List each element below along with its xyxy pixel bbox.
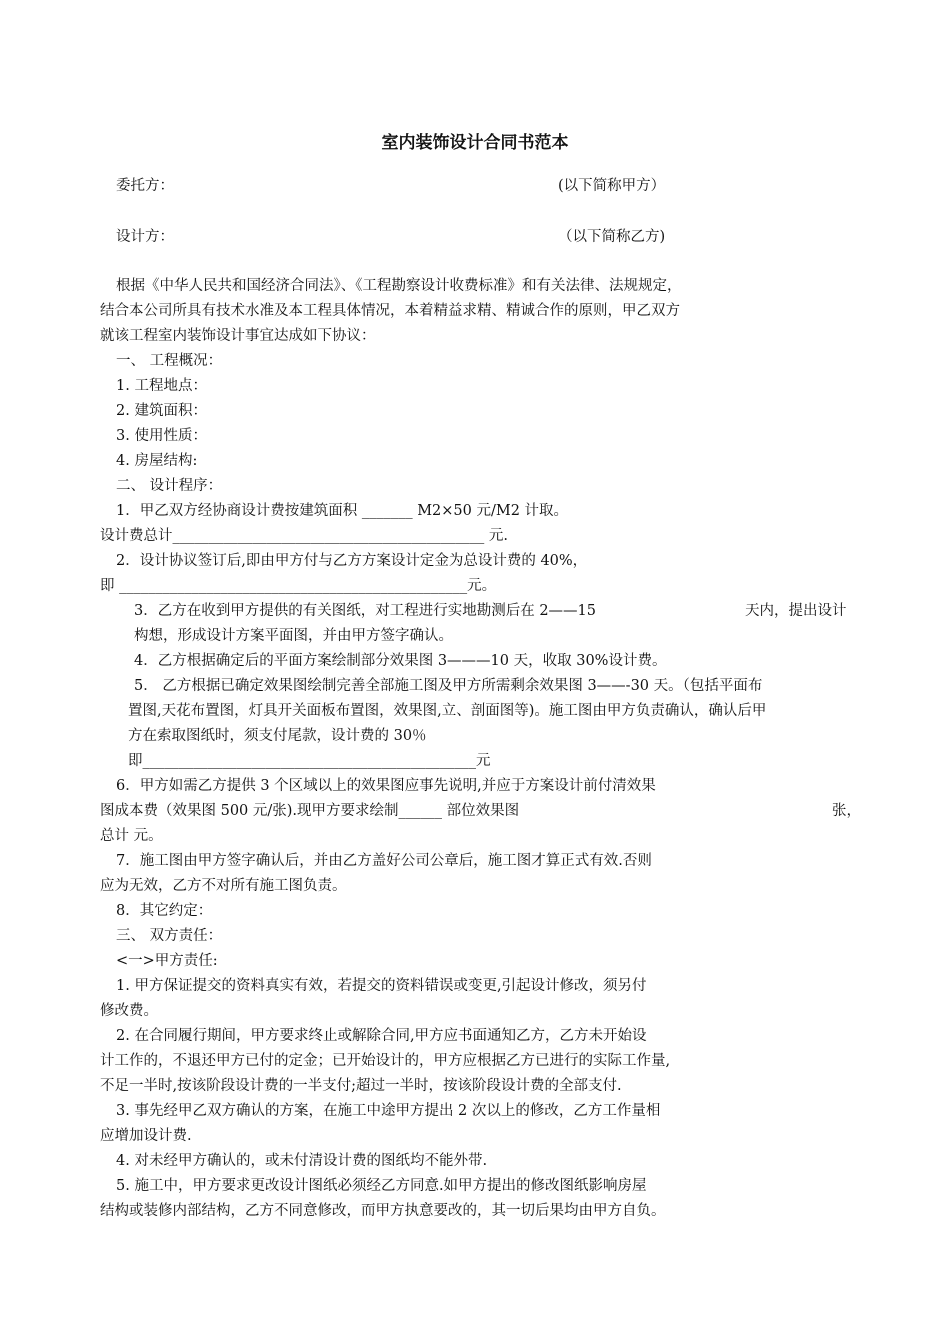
sub-heading: <一>甲方责任: <box>116 953 218 969</box>
clause-line: 应为无效，乙方不对所有施工图负责。 <box>100 878 347 894</box>
clause-line: 3．乙方在收到甲方提供的有关图纸，对工程进行实地勘测后在 2——15 <box>134 603 597 619</box>
list-item: 4. 房屋结构: <box>116 453 198 469</box>
intro-line: 结合本公司所具有技术水准及本工程具体情况，本着精益求精、精诚合作的原则，甲乙双方 <box>100 303 680 319</box>
designer-alias: （以下简称乙方) <box>558 229 666 245</box>
clause-line: 1. 甲方保证提交的资料真实有效，若提交的资料错误或变更,引起设计修改，须另付 <box>116 978 647 994</box>
clause-line: 即______________________________________________元 <box>128 753 491 769</box>
list-item: 2. 建筑面积： <box>116 403 207 419</box>
designer-label: 设计方： <box>116 229 174 245</box>
list-item: 1. 工程地点： <box>116 378 207 394</box>
clause-line: 修改费。 <box>100 1003 158 1019</box>
clause-line: 总计 元。 <box>100 828 163 844</box>
clause-line: 4．乙方根据确定后的平面方案绘制部分效果图 3———10 天，收取 30%设计费。 <box>134 653 667 669</box>
clause-line: 2. 在合同履行期间，甲方要求终止或解除合同,甲方应书面通知乙方，乙方未开始设 <box>116 1028 647 1044</box>
clause-line: 8．其它约定： <box>116 903 213 919</box>
clause-line: 张， <box>832 803 861 819</box>
clause-line: 2．设计协议签订后,即由甲方付与乙方方案设计定金为总设计费的 40%， <box>116 553 588 569</box>
client-label: 委托方： <box>116 178 174 194</box>
section-heading: 一、 工程概况： <box>116 353 223 369</box>
clause-line: 计工作的，不退还甲方已付的定金；已开始设计的，甲方应根据乙方已进行的实际工作量, <box>100 1053 671 1069</box>
clause-line: 方在索取图纸时，须支付尾款，设计费的 30％ <box>128 728 427 744</box>
clause-line: 应增加设计费. <box>100 1128 192 1144</box>
clause-line: 1．甲乙双方经协商设计费按建筑面积 _______ M2×50 元/M2 计取。 <box>116 503 569 519</box>
clause-line: 7．施工图由甲方签字确认后，并由乙方盖好公司公章后，施工图才算正式有效.否则 <box>116 853 652 869</box>
clause-line: 4. 对未经甲方确认的，或未付清设计费的图纸均不能外带. <box>116 1153 488 1169</box>
clause-line: 5. 施工中，甲方要求更改设计图纸必须经乙方同意.如甲方提出的修改图纸影响房屋 <box>116 1178 647 1194</box>
clause-line: 天内，提出设计 <box>745 603 847 619</box>
clause-line: 6．甲方如需乙方提供 3 个区域以上的效果图应事先说明,并应于方案设计前付清效果 <box>116 778 656 794</box>
section-heading: 二、 设计程序： <box>116 478 223 494</box>
section-heading: 三、 双方责任： <box>116 928 223 944</box>
client-alias: (以下简称甲方） <box>558 178 666 194</box>
clause-line: 即 ________________________________________________元。 <box>100 578 497 594</box>
intro-line: 根据《中华人民共和国经济合同法》、《工程勘察设计收费标准》和有关法律、法规规定， <box>116 278 682 294</box>
document-title: 室内装饰设计合同书范本 <box>381 133 569 153</box>
clause-line: 结构或装修内部结构，乙方不同意修改，而甲方执意要改的，其一切后果均由甲方自负。 <box>100 1203 666 1219</box>
clause-line: 构想，形成设计方案平面图，并由甲方签字确认。 <box>134 628 453 644</box>
clause-line: 不足一半时,按该阶段设计费的一半支付;超过一半时，按该阶段设计费的全部支付. <box>100 1078 622 1094</box>
intro-line: 就该工程室内装饰设计事宜达成如下协议： <box>100 328 376 344</box>
clause-line: 图成本费（效果图 500 元/张).现甲方要求绘制______ 部位效果图 <box>100 803 520 819</box>
list-item: 3. 使用性质： <box>116 428 207 444</box>
clause-line: 设计费总计___________________________________________ 元. <box>100 528 508 544</box>
clause-line: 置图,天花布置图，灯具开关面板布置图，效果图,立、剖面图等)。施工图由甲方负责确认，确认后甲 <box>128 703 767 719</box>
clause-line: 5． 乙方根据已确定效果图绘制完善全部施工图及甲方所需剩余效果图 3——-30 天。（包括平面布 <box>134 678 763 694</box>
clause-line: 3. 事先经甲乙双方确认的方案，在施工中途甲方提出 2 次以上的修改，乙方工作量相 <box>116 1103 661 1119</box>
